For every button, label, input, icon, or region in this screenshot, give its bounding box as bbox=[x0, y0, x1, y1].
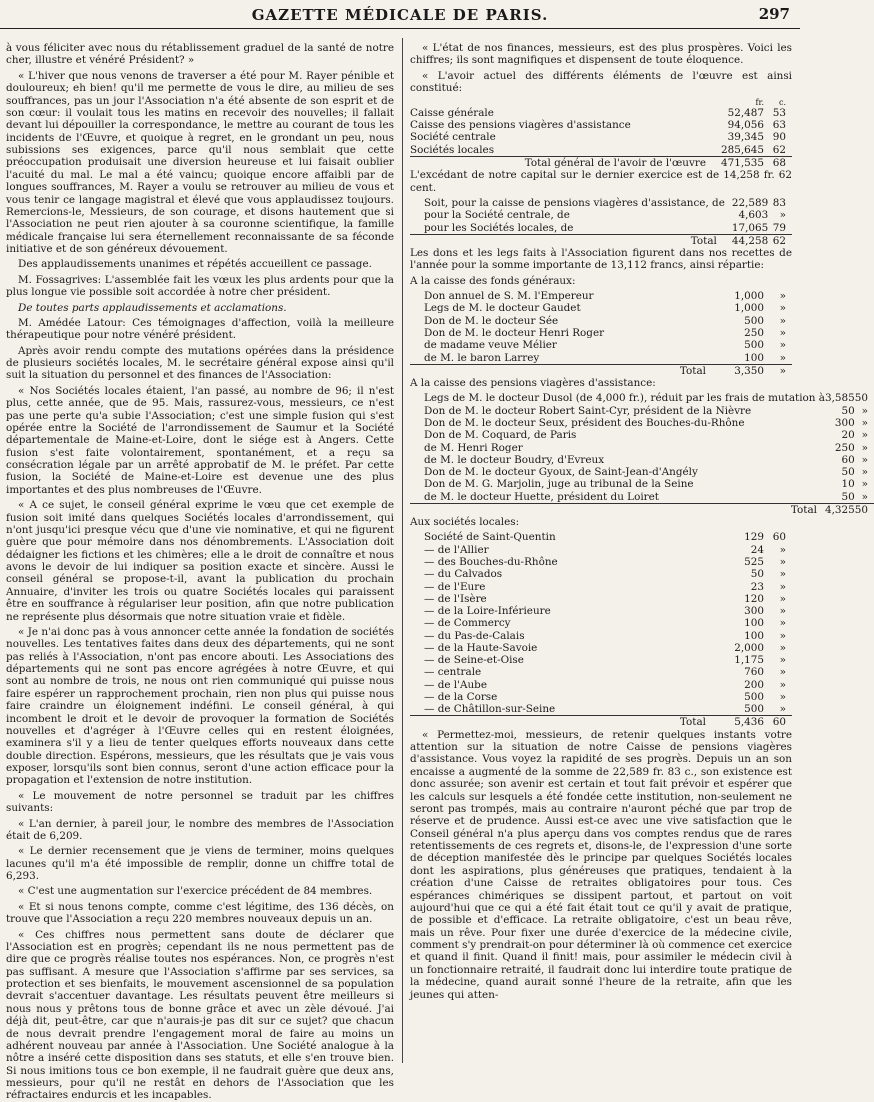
ledger-row bbox=[410, 119, 792, 131]
unit-centimes: c. bbox=[778, 97, 786, 107]
ledger-francs: 500 bbox=[744, 339, 764, 352]
ledger-label: — de l'Isère bbox=[424, 592, 487, 605]
ledger-row bbox=[410, 617, 792, 629]
ledger-label: de M. le docteur Huette, président du Loiret bbox=[424, 490, 659, 503]
page-number: 297 bbox=[758, 5, 790, 23]
ledger-label: de M. le baron Larrey bbox=[424, 351, 540, 364]
ledger-francs: 1,175 bbox=[734, 654, 764, 667]
ledger-label: Legs de M. le docteur Dusol (de 4,000 fr.), réduit par les frais de mutation à bbox=[424, 392, 825, 405]
ledger-francs: 94,056 bbox=[727, 119, 764, 132]
ledger-francs: 17,065 bbox=[731, 221, 769, 234]
ledger-centimes: » bbox=[861, 453, 868, 466]
ledger-francs: 50 bbox=[841, 466, 855, 479]
ledger-row bbox=[410, 302, 792, 314]
ledger-label: Don de M. le docteur Gyoux, de Saint-Jean-d'Angély bbox=[424, 466, 698, 479]
ledger-row bbox=[410, 197, 792, 209]
ledger-label: Sociétés locales bbox=[410, 143, 495, 156]
ledger-francs: 100 bbox=[744, 351, 764, 364]
ledger-francs: 525 bbox=[744, 556, 764, 568]
ledger-francs: 300 bbox=[744, 605, 764, 618]
ledger-francs: 120 bbox=[744, 592, 764, 605]
ledger-row bbox=[410, 315, 792, 327]
ledger-row bbox=[410, 131, 792, 143]
pensions-rows bbox=[410, 392, 874, 503]
ledger-francs: 2,000 bbox=[734, 641, 764, 654]
ledger-label: Don de M. le docteur Robert Saint-Cyr, président de la Nièvre bbox=[424, 404, 752, 417]
ledger-centimes: » bbox=[779, 641, 786, 654]
paragraph: De toutes parts applaudissements et acclamations. bbox=[18, 301, 287, 314]
ledger-row bbox=[410, 666, 792, 678]
ledger-francs: 250 bbox=[744, 327, 764, 339]
ledger-francs: 60 bbox=[841, 453, 855, 466]
paragraph: L'excédant de notre capital sur le dernier exercice est de 14,258 fr. 62 cent. bbox=[410, 169, 792, 194]
ledger-francs: 100 bbox=[744, 617, 764, 630]
paragraph: Après avoir rendu compte des mutations opérées dans la présidence de plusieurs sociétés locales, M. le secrétaire général expose ainsi qu'il suit la situation du personnel et des finances de l'Association: bbox=[6, 344, 394, 382]
right-column bbox=[410, 42, 868, 1067]
excedent-rows bbox=[410, 197, 792, 234]
ledger-row bbox=[410, 531, 792, 543]
paragraph: « A ce sujet, le conseil général exprime le vœu que cet exemple de fusion soit imité dans quelques Sociétés locales d'arrondissement, qui n'ont jusqu'ici presque vécu que d'une vie nominative, et qui ne figurent guère que pour mémoire dans nos dénombrements. L'Association doit dédaigner les fictions et les chimères; elle a le droit de connaître et nous avons le devoir de lui indiquer sa position exacte et sincère. Aussi le conseil général se propose-t-il, avant la publication du prochain Annuaire, d'inviter les trois ou quatre Sociétés locales qui paraissent être en souffrance à régulariser leur position, afin que notre publication ne représente plus désormais que notre situation vraie et fidèle. bbox=[6, 499, 394, 623]
ledger-label: — du Calvados bbox=[424, 568, 503, 581]
ledger-row bbox=[410, 679, 792, 691]
ledger-label: de madame veuve Mélier bbox=[424, 339, 557, 352]
ledger-centimes: » bbox=[779, 290, 786, 303]
ledger-label: pour la Société centrale, de bbox=[424, 209, 570, 222]
ledger-row bbox=[410, 405, 874, 417]
ledger-centimes: » bbox=[779, 666, 786, 679]
ledger-row bbox=[410, 491, 874, 504]
ledger-centimes: » bbox=[779, 302, 786, 315]
ledger-centimes: » bbox=[779, 580, 786, 593]
paragraph: « L'avoir actuel des différents éléments de l'œuvre est ainsi constitué: bbox=[410, 69, 792, 95]
ledger-centimes: 50 bbox=[854, 392, 868, 405]
ledger-centimes: » bbox=[861, 490, 868, 503]
ledger-row bbox=[410, 568, 792, 580]
ledger-centimes: » bbox=[779, 592, 786, 605]
ledger-row bbox=[410, 605, 792, 617]
ledger-centimes: » bbox=[779, 703, 786, 716]
ledger-row bbox=[410, 544, 792, 556]
ledger-label: — de l'Eure bbox=[424, 580, 486, 593]
ledger-centimes: » bbox=[779, 690, 786, 703]
paragraph: « Ces chiffres nous permettent sans doute de déclarer que l'Association est en progrès; cependant ils ne nous permettent pas de dire que ce progrès réalise toutes nos espérances. Non, ce progrès n'est pas suffisant. A mesure que l'Association s'affirme par ses services, sa protection et ses bienfaits, le mouvement ascensionnel de sa population devrait s'accentuer davantage. Les résultats peuvent être meilleurs si nous nous y prêtons tous de bonne grâce et avec un zèle dévoué. J'ai déjà dit, peut-être, car que n'aurais-je pas dit sur ce sujet? que chacun de nous devrait prendre l'engagement moral de faire au moins un adhérent nouveau par année à l'Association. Une Société analogue à la nôtre a inséré cette disposition dans ses statuts, et elle s'en trouve bien. Si nous imitions tous ce bon exemple, il ne faudrait guère que deux ans, messieurs, pour qu'il ne restât en dehors de l'Association que les réfractaires endurcis et les incapables. bbox=[6, 928, 394, 1102]
ledger-row bbox=[410, 392, 874, 404]
ledger-label: Don de M. le docteur Sée bbox=[424, 314, 559, 327]
ledger-francs: 52,487 bbox=[727, 106, 764, 119]
ledger-label: Caisse générale bbox=[410, 106, 494, 119]
paragraph: « L'an dernier, à pareil jour, le nombre des membres de l'Association était de 6,209. bbox=[6, 817, 394, 842]
avoir-table bbox=[410, 98, 792, 170]
ledger-francs: 50 bbox=[841, 404, 855, 417]
section-heading: Aux sociétés locales: bbox=[410, 516, 520, 529]
pensions-total-label: Total bbox=[410, 503, 825, 516]
avoir-rows bbox=[410, 107, 792, 157]
ledger-francs: 1,000 bbox=[734, 290, 764, 303]
ledger-centimes: » bbox=[779, 327, 786, 339]
ledger-row bbox=[410, 339, 792, 351]
paragraph: M. Fossagrives: L'assemblée fait les vœux les plus ardents pour que la plus longue vie possible soit accordée à notre cher président. bbox=[6, 273, 394, 299]
ledger-row bbox=[410, 417, 874, 429]
ledger-francs: 200 bbox=[744, 678, 764, 691]
ledger-francs: 760 bbox=[744, 666, 764, 679]
ledger-francs: 1,000 bbox=[734, 302, 764, 315]
ledger-francs: 10 bbox=[841, 478, 855, 491]
ledger-francs: 129 bbox=[744, 531, 764, 544]
fonds-rows bbox=[410, 290, 792, 364]
ledger-label: Don de M. G. Marjolin, juge au tribunal de la Seine bbox=[424, 478, 694, 491]
paragraph: Les dons et les legs faits à l'Association figurent dans nos recettes de l'année pour la somme importante de 13,112 francs, ainsi répartie: bbox=[410, 247, 792, 272]
left-column bbox=[6, 42, 394, 1102]
ledger-label: de M. Henri Roger bbox=[424, 441, 523, 454]
ledger-label: — centrale bbox=[424, 666, 482, 679]
ledger-centimes: » bbox=[779, 543, 786, 556]
excedent-total-c: 62 bbox=[768, 234, 792, 247]
societes-total-fr: 5,436 bbox=[714, 716, 764, 729]
ledger-label: pour les Sociétés locales, de bbox=[424, 221, 574, 234]
ledger-label: — du Pas-de-Calais bbox=[424, 629, 525, 642]
ledger-label: Don annuel de S. M. l'Empereur bbox=[424, 290, 594, 303]
page-header bbox=[0, 0, 800, 29]
ledger-francs: 285,645 bbox=[721, 143, 764, 156]
ledger-centimes: 60 bbox=[772, 531, 786, 544]
ledger-francs: 39,345 bbox=[727, 131, 764, 144]
ledger-row bbox=[410, 327, 792, 339]
fonds-table bbox=[410, 290, 792, 377]
ledger-centimes: » bbox=[779, 556, 786, 568]
ledger-row bbox=[410, 352, 792, 365]
ledger-label: — des Bouches-du-Rhône bbox=[424, 556, 558, 568]
ledger-francs: 50 bbox=[750, 568, 764, 581]
ledger-centimes: » bbox=[779, 568, 786, 581]
pensions-total-fr: 4,325 bbox=[824, 503, 855, 516]
ledger-label: — de la Corse bbox=[424, 690, 498, 703]
ledger-row bbox=[410, 691, 792, 703]
ledger-centimes: » bbox=[779, 629, 786, 642]
ledger-label: Don de M. Coquard, de Paris bbox=[424, 429, 577, 442]
ledger-label: Don de M. le docteur Henri Roger bbox=[424, 327, 605, 339]
ledger-row bbox=[410, 593, 792, 605]
ledger-label: — de Commercy bbox=[424, 617, 511, 630]
ledger-label: — de Châtillon-sur-Seine bbox=[424, 703, 556, 716]
ledger-centimes: » bbox=[779, 314, 786, 327]
avoir-total-label: Total général de l'avoir de l'œuvre bbox=[410, 157, 714, 170]
fonds-total-c: » bbox=[764, 364, 792, 377]
ledger-centimes: » bbox=[861, 404, 868, 417]
ledger-centimes: » bbox=[779, 678, 786, 691]
ledger-row bbox=[410, 556, 792, 568]
ledger-row bbox=[410, 290, 792, 302]
fonds-total-fr: 3,350 bbox=[714, 364, 764, 377]
excedent-total-fr: 44,258 bbox=[725, 234, 768, 247]
societes-total-c: 60 bbox=[764, 716, 792, 729]
ledger-label: Don de M. le docteur Seux, président des Bouches-du-Rhône bbox=[424, 416, 745, 429]
ledger-label: de M. le docteur Boudry, d'Evreux bbox=[424, 453, 605, 466]
ledger-row bbox=[410, 429, 874, 441]
ledger-label: — de Seine-et-Oise bbox=[424, 654, 524, 667]
ledger-label: Société centrale bbox=[410, 131, 496, 144]
ledger-row bbox=[410, 642, 792, 654]
excedent-table bbox=[410, 197, 792, 247]
ledger-label: Société de Saint-Quentin bbox=[424, 531, 556, 544]
ledger-francs: 22,589 bbox=[731, 197, 769, 210]
ledger-centimes: » bbox=[779, 339, 786, 352]
paragraph: à vous féliciter avec nous du rétablissement graduel de la santé de notre cher, illustre et vénéré Président? » bbox=[6, 42, 394, 67]
section-heading: A la caisse des fonds généraux: bbox=[410, 274, 576, 287]
paragraph: « C'est une augmentation sur l'exercice précédent de 84 membres. bbox=[18, 885, 373, 898]
ledger-centimes: » bbox=[779, 617, 786, 630]
ledger-centimes: 63 bbox=[772, 119, 786, 132]
ledger-francs: 23 bbox=[750, 580, 764, 593]
unit-francs: fr. bbox=[755, 97, 764, 107]
ledger-centimes: » bbox=[861, 441, 868, 454]
ledger-centimes: » bbox=[861, 466, 868, 479]
ledger-row bbox=[410, 107, 792, 119]
paragraph: « Le dernier recensement que je viens de terminer, moins quelques lacunes qu'il m'a été impossible de remplir, donne un chiffre total de 6,293. bbox=[6, 845, 394, 882]
pensions-total-c: 50 bbox=[855, 503, 874, 516]
ledger-centimes: » bbox=[861, 429, 868, 442]
ledger-centimes: 90 bbox=[772, 131, 786, 144]
paragraph: « Nos Sociétés locales étaient, l'an passé, au nombre de 96; il n'est plus, cette année, que de 95. Mais, rassurez-vous, messieurs, ce n'est pas une perte qu'a subie l'Association; c'est une simple fusion qui s'est opérée entre la Société de l'arrondissement de Saumur et la Société départementale de Maine-et-Loire, dont le siége est à Angers. Cette fusion s'est faite volontairement, spontanément, et a reçu sa consécration légale par un arrêté approbatif de M. le préfet. Par cette fusion, la Société de Maine-et-Loire est devenue une des plus importantes et des plus nombreuses de l'Œuvre. bbox=[6, 384, 394, 496]
paragraph: « Je n'ai donc pas à vous annoncer cette année la fondation de sociétés nouvelles. Les tentatives faites dans deux des départements, qui ne sont pas reliés à l'Association, n'ont pas encore abouti. Les Associations des départements qui ne sont pas encore agrégées à notre Œuvre, et qui sont au nombre de trois, ne nous ont rien communiqué qui puisse nous faire espérer un rapprochement prochain, rien non plus qui puisse nous faire craindre un éloignement indéfini. Le conseil général, à qui incombent le droit et le devoir de provoquer la formation de Sociétés nouvelles et d'agréger à l'Œuvre celles qui en restent éloignées, examinera s'il y a lieu de tenter quelques efforts nouveaux dans cette double direction. Espérons, messieurs, que les résultats que je vais vous exposer, lorsqu'ils sont bien connus, seront d'une action efficace pour la propagation et l'extension de notre institution. bbox=[6, 625, 394, 787]
ledger-francs: 3,585 bbox=[824, 392, 855, 405]
ledger-centimes: 79 bbox=[772, 221, 786, 234]
ledger-francs: 300 bbox=[834, 416, 855, 429]
ledger-centimes: » bbox=[861, 478, 868, 491]
ledger-label: Soit, pour la caisse de pensions viagères d'assistance, de bbox=[424, 197, 725, 210]
journal-title: GAZETTE MÉDICALE DE PARIS. bbox=[251, 6, 549, 24]
column-divider bbox=[402, 38, 403, 1063]
avoir-total-fr: 471,535 bbox=[714, 157, 764, 170]
ledger-centimes: 83 bbox=[772, 197, 786, 210]
ledger-row bbox=[410, 703, 792, 716]
ledger-francs: 500 bbox=[744, 690, 764, 703]
societes-table bbox=[410, 531, 792, 728]
ledger-label: Caisse des pensions viagères d'assistance bbox=[410, 119, 631, 132]
paragraph: « L'état de nos finances, messieurs, est des plus prospères. Voici les chiffres; ils sont magnifiques et dispensent de toute éloquence. bbox=[410, 42, 792, 67]
ledger-row bbox=[410, 630, 792, 642]
ledger-row bbox=[410, 478, 874, 490]
paragraph: Des applaudissements unanimes et répétés accueillent ce passage. bbox=[18, 258, 372, 271]
pensions-table bbox=[410, 392, 874, 516]
ledger-row bbox=[410, 654, 792, 666]
excedent-total-label: Total bbox=[410, 234, 725, 247]
paragraph: « Permettez-moi, messieurs, de retenir quelques instants votre attention sur la situation de notre Caisse de pensions viagères d'assistance. Vous voyez la rapidité de ses progrès. Depuis un an son encaisse a augmenté de la somme de 22,589 fr. 83 c., son existence est donc assurée; son avenir est certain et tout fait prévoir et espérer que les calculs sur lesquels a été fondée cette institution, non-seulement ne seront pas trompés, mais au contraire n'auront péché que par trop de réserve et de prudence. Aussi est-ce avec une vive satisfaction que le Conseil général n'a plus aperçu dans vos comptes rendus que de rares retentissements de ces regrets et, disons-le, de l'expression d'une sorte de déception manifestée dès le principe par quelques Sociétés locales dont les aspirations, plus généreuses que pratiques, tendaient à la création d'une Caisse de retraites obligatoires pour tous. Ces espérances chimériques se dissipent partout, et partout on voit aujourd'hui que ce qui a été fait était tout ce qu'il y avait de pratique, de possible et d'efficace. La retraite obligatoire, c'est un beau rêve, mais un rêve. Pour fixer une durée d'exercice de la médecine civile, comment s'y prendrait-on pour déterminer là où commence cet exercice et quand il finit. Quand il finit! mais, pour assimiler le médecin civil à un fonctionnaire retraité, il faudrait donc lui interdire toute pratique de la médecine, quand aurait sonné l'heure de la retraite, afin que les jeunes qui atten- bbox=[410, 728, 792, 1001]
ledger-row bbox=[410, 209, 792, 221]
ledger-francs: 250 bbox=[834, 441, 855, 454]
ledger-row bbox=[410, 454, 874, 466]
ledger-francs: 50 bbox=[841, 490, 855, 503]
paragraph: « Le mouvement de notre personnel se traduit par les chiffres suivants: bbox=[6, 789, 394, 815]
ledger-francs: 100 bbox=[744, 629, 764, 642]
ledger-label: — de la Haute-Savoie bbox=[424, 641, 538, 654]
ledger-label: — de la Loire-Inférieure bbox=[424, 605, 551, 618]
ledger-row bbox=[410, 581, 792, 593]
societes-total-label: Total bbox=[410, 716, 714, 729]
ledger-centimes: 62 bbox=[772, 143, 786, 156]
ledger-francs: 500 bbox=[744, 314, 764, 327]
ledger-centimes: 53 bbox=[772, 106, 786, 119]
paragraph: « Et si nous tenons compte, comme c'est légitime, des 136 décès, on trouve que l'Association a reçu 220 membres nouveaux depuis un an. bbox=[6, 900, 394, 926]
ledger-row bbox=[410, 144, 792, 157]
ledger-centimes: » bbox=[779, 351, 786, 364]
ledger-label: — de l'Allier bbox=[424, 543, 489, 556]
paragraph: M. Amédée Latour: Ces témoignages d'affection, voilà la meilleure thérapeutique pour notre vénéré président. bbox=[6, 316, 394, 342]
avoir-total-c: 68 bbox=[764, 157, 792, 170]
ledger-label: — de l'Aube bbox=[424, 678, 487, 691]
ledger-centimes: » bbox=[861, 416, 868, 429]
ledger-centimes: » bbox=[779, 209, 786, 222]
ledger-row bbox=[410, 442, 874, 454]
ledger-centimes: » bbox=[779, 654, 786, 667]
ledger-row bbox=[410, 466, 874, 478]
fonds-total-label: Total bbox=[410, 364, 714, 377]
ledger-francs: 500 bbox=[744, 703, 764, 716]
ledger-francs: 20 bbox=[841, 429, 855, 442]
section-heading: A la caisse des pensions viagères d'assistance: bbox=[410, 377, 656, 390]
ledger-label: Legs de M. le docteur Gaudet bbox=[424, 302, 581, 315]
ledger-row bbox=[410, 222, 792, 235]
paragraph: « L'hiver que nous venons de traverser a été pour M. Rayer pénible et douloureux; eh bien! qu'il me permette de vous le dire, au milieu de ses souffrances, pas un jour l'Association n'a été absente de son esprit et de son cœur: il voulait tous les matins en recevoir des nouvelles; il fallait devant lui dépouiller la correspondance, le mettre au courant de tous les incidents de l'Œuvre, et quoique à regret, en le grondant un peu, nous subissions ses exigences, parce qu'il nous semblait que cette préoccupation produisait une diversion heureuse et lui faisait oublier l'acuité du mal. Le mal a été vaincu; quoique encore affaibli par de longues souffrances, M. Rayer a voulu se retrouver au milieu de vous et vous tenir ce langage magistral et élevé que vous applaudissez toujours. Remercions-le, Messieurs, de son courage, et disons hautement que si l'Association ne peut rien ajouter à sa couronne scientifique, la famille médicale française lui sera éternellement reconnaissante de sa féconde initiative et de son généreux dévouement. bbox=[6, 69, 394, 255]
ledger-francs: 4,603 bbox=[738, 209, 769, 222]
ledger-centimes: » bbox=[779, 605, 786, 618]
societes-rows bbox=[410, 531, 792, 715]
ledger-francs: 24 bbox=[750, 543, 764, 556]
